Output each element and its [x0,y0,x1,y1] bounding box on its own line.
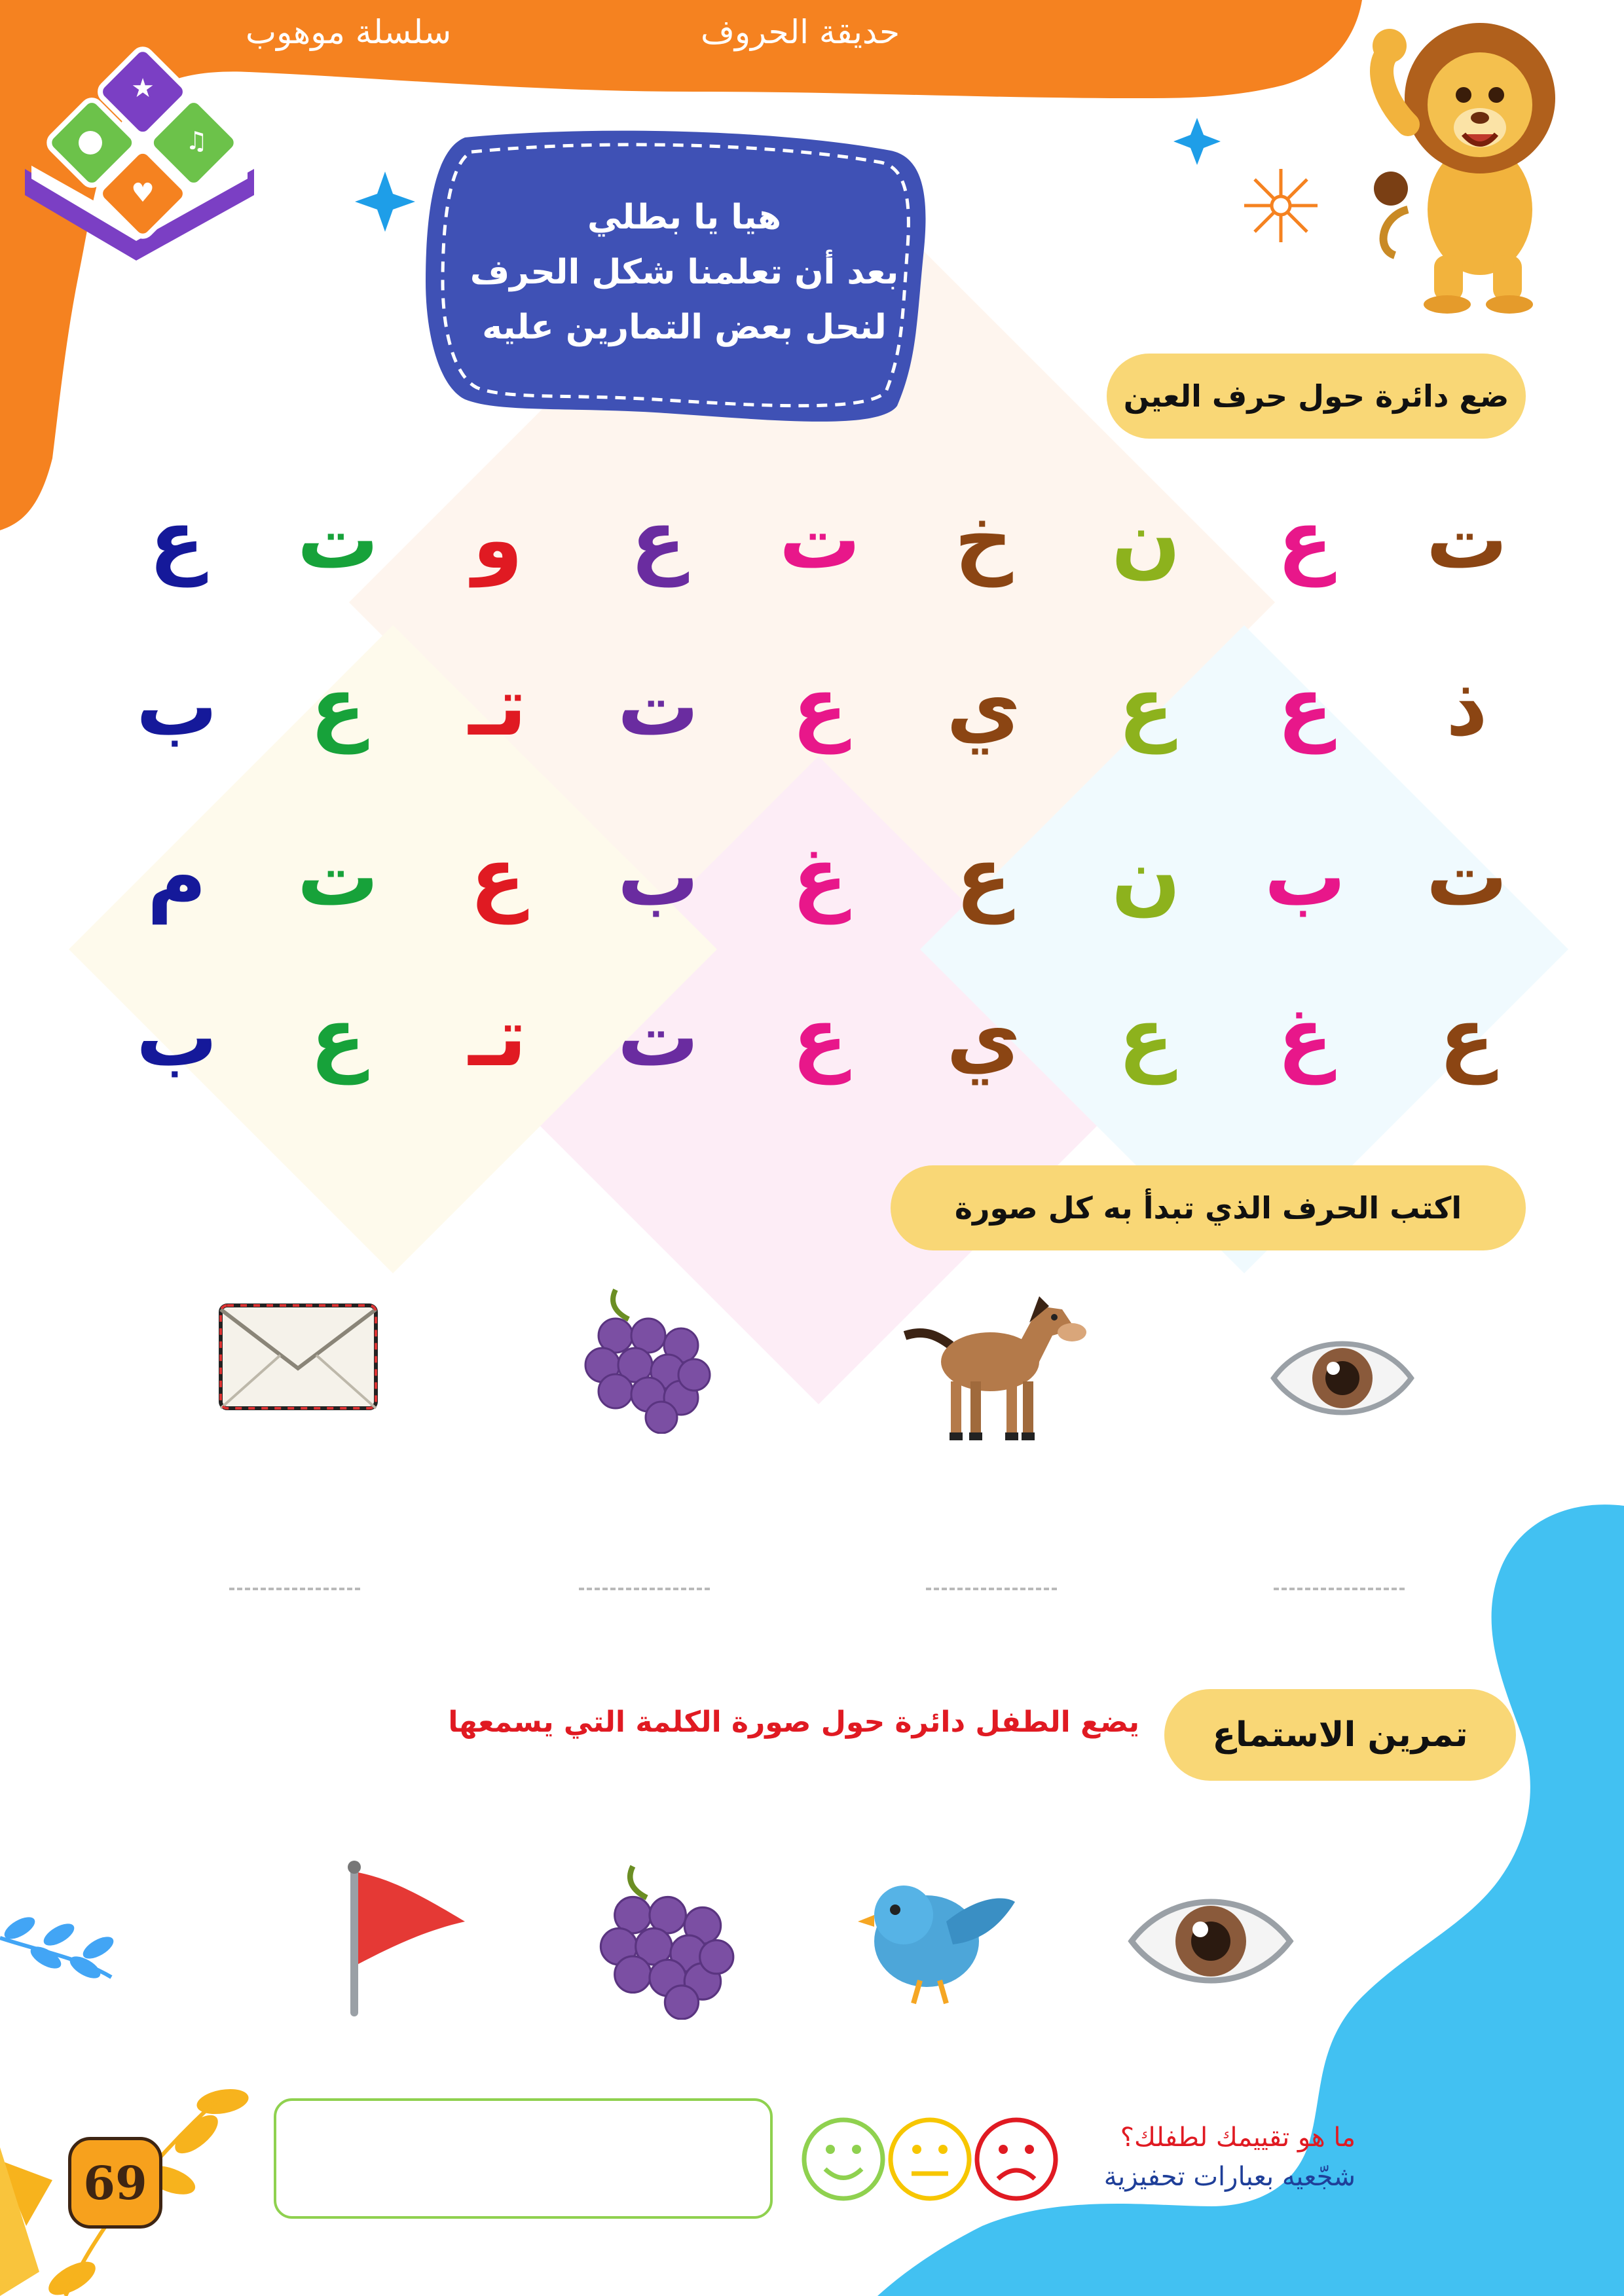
page-number: 69 [68,2137,162,2229]
grapes-picture[interactable] [576,1283,717,1434]
envelope-picture[interactable] [218,1303,378,1411]
answer-line-grapes[interactable] [579,1588,710,1590]
leaf-decoration [0,1913,117,1983]
letter-cell[interactable]: ن [1111,830,1181,924]
letter-cell[interactable]: ع [1118,660,1174,754]
letter-cell[interactable]: ي [946,991,1021,1085]
rating-text [1061,2118,1356,2196]
rating-question: ما هو تقييمك لطفلك؟ [1120,2123,1356,2153]
sad-face-icon[interactable] [977,2120,1056,2198]
letter-cell[interactable]: ب [136,660,218,754]
bird-picture[interactable] [855,1869,1018,2013]
book-title: حديقة الحروف [701,13,900,51]
series-title: سلسلة موهوب [246,13,452,51]
intro-line-2: بعد أن تعلمنا شكل الحرف [470,253,899,292]
book-logo [12,38,270,261]
letter-cell[interactable]: ع [470,830,526,924]
letter-cell[interactable]: ن [1111,493,1181,587]
letter-cell[interactable]: ع [1118,991,1174,1085]
answer-line-eye[interactable] [1274,1588,1405,1590]
sparkle-icon [1173,118,1221,165]
sun-burst-icon [1244,169,1318,242]
letter-cell[interactable]: ت [617,660,699,754]
eye-picture[interactable] [1267,1329,1418,1427]
letter-cell[interactable]: ب [617,830,699,924]
letter-cell[interactable]: خ [954,493,1013,587]
letter-cell[interactable]: ب [1264,830,1346,924]
letter-cell[interactable]: ع [149,493,205,587]
comment-box[interactable] [274,2098,773,2219]
listening-instruction: يضع الطفل دائرة حول صورة الكلمة التي يسمعها [448,1705,1139,1739]
letter-cell[interactable]: ت [617,991,699,1085]
intro-line-3: لنحل بعض التمارين عليه [482,308,887,347]
letter-cell[interactable]: ع [630,493,686,587]
letter-cell[interactable]: تـ [468,660,527,754]
svg-text:★: ★ [131,73,155,103]
exercise1-title: ضع دائرة حول حرف العين [1107,354,1526,439]
letter-cell[interactable]: ع [1277,493,1333,587]
letter-cell[interactable]: ت [779,493,861,587]
sparkle-icon [355,172,415,232]
svg-text:♥: ♥ [131,178,155,208]
letter-cell[interactable]: ع [310,991,366,1085]
exercise2-title: اكتب الحرف الذي تبدأ به كل صورة [891,1165,1526,1250]
letter-cell[interactable]: ت [1426,493,1508,587]
letter-cell[interactable]: ذ [1446,660,1488,754]
letter-cell[interactable]: غ [1277,991,1333,1085]
letter-cell[interactable]: تـ [468,991,527,1085]
rating-hint: شجّعيه بعبارات تحفيزية [1103,2162,1356,2192]
letter-cell[interactable]: ع [1277,660,1333,754]
rating-faces [799,2113,1061,2205]
flag-picture[interactable] [337,1859,468,2020]
letter-cell[interactable]: ب [136,991,218,1085]
eye-picture-listening[interactable] [1125,1886,1297,1997]
grapes-picture-listening[interactable] [591,1859,741,2020]
letter-cell[interactable]: ع [792,660,848,754]
intro-text [445,190,923,355]
letter-cell[interactable]: ع [1439,991,1495,1085]
answer-line-envelope[interactable] [229,1588,360,1590]
letter-cell[interactable]: و [472,493,523,587]
letter-cell[interactable]: ت [297,493,379,587]
letter-cell[interactable]: ت [297,830,379,924]
horse-picture[interactable] [898,1283,1099,1447]
exercise3-title: تمرين الاستماع [1164,1689,1516,1781]
lion-mascot [1369,13,1591,314]
neutral-face-icon[interactable] [891,2120,969,2198]
letter-cell[interactable]: ع [955,830,1012,924]
letter-cell[interactable]: ع [310,660,366,754]
happy-face-icon[interactable] [804,2120,883,2198]
answer-line-horse[interactable] [926,1588,1057,1590]
svg-text:♫: ♫ [185,126,208,155]
letter-cell[interactable]: ع [792,991,848,1085]
letter-cell[interactable]: ت [1426,830,1508,924]
intro-line-1: هيا يا بطلي [587,198,782,237]
letter-cell[interactable]: م [147,830,207,924]
letter-cell[interactable]: ي [946,660,1021,754]
letter-cell[interactable]: غ [792,830,848,924]
